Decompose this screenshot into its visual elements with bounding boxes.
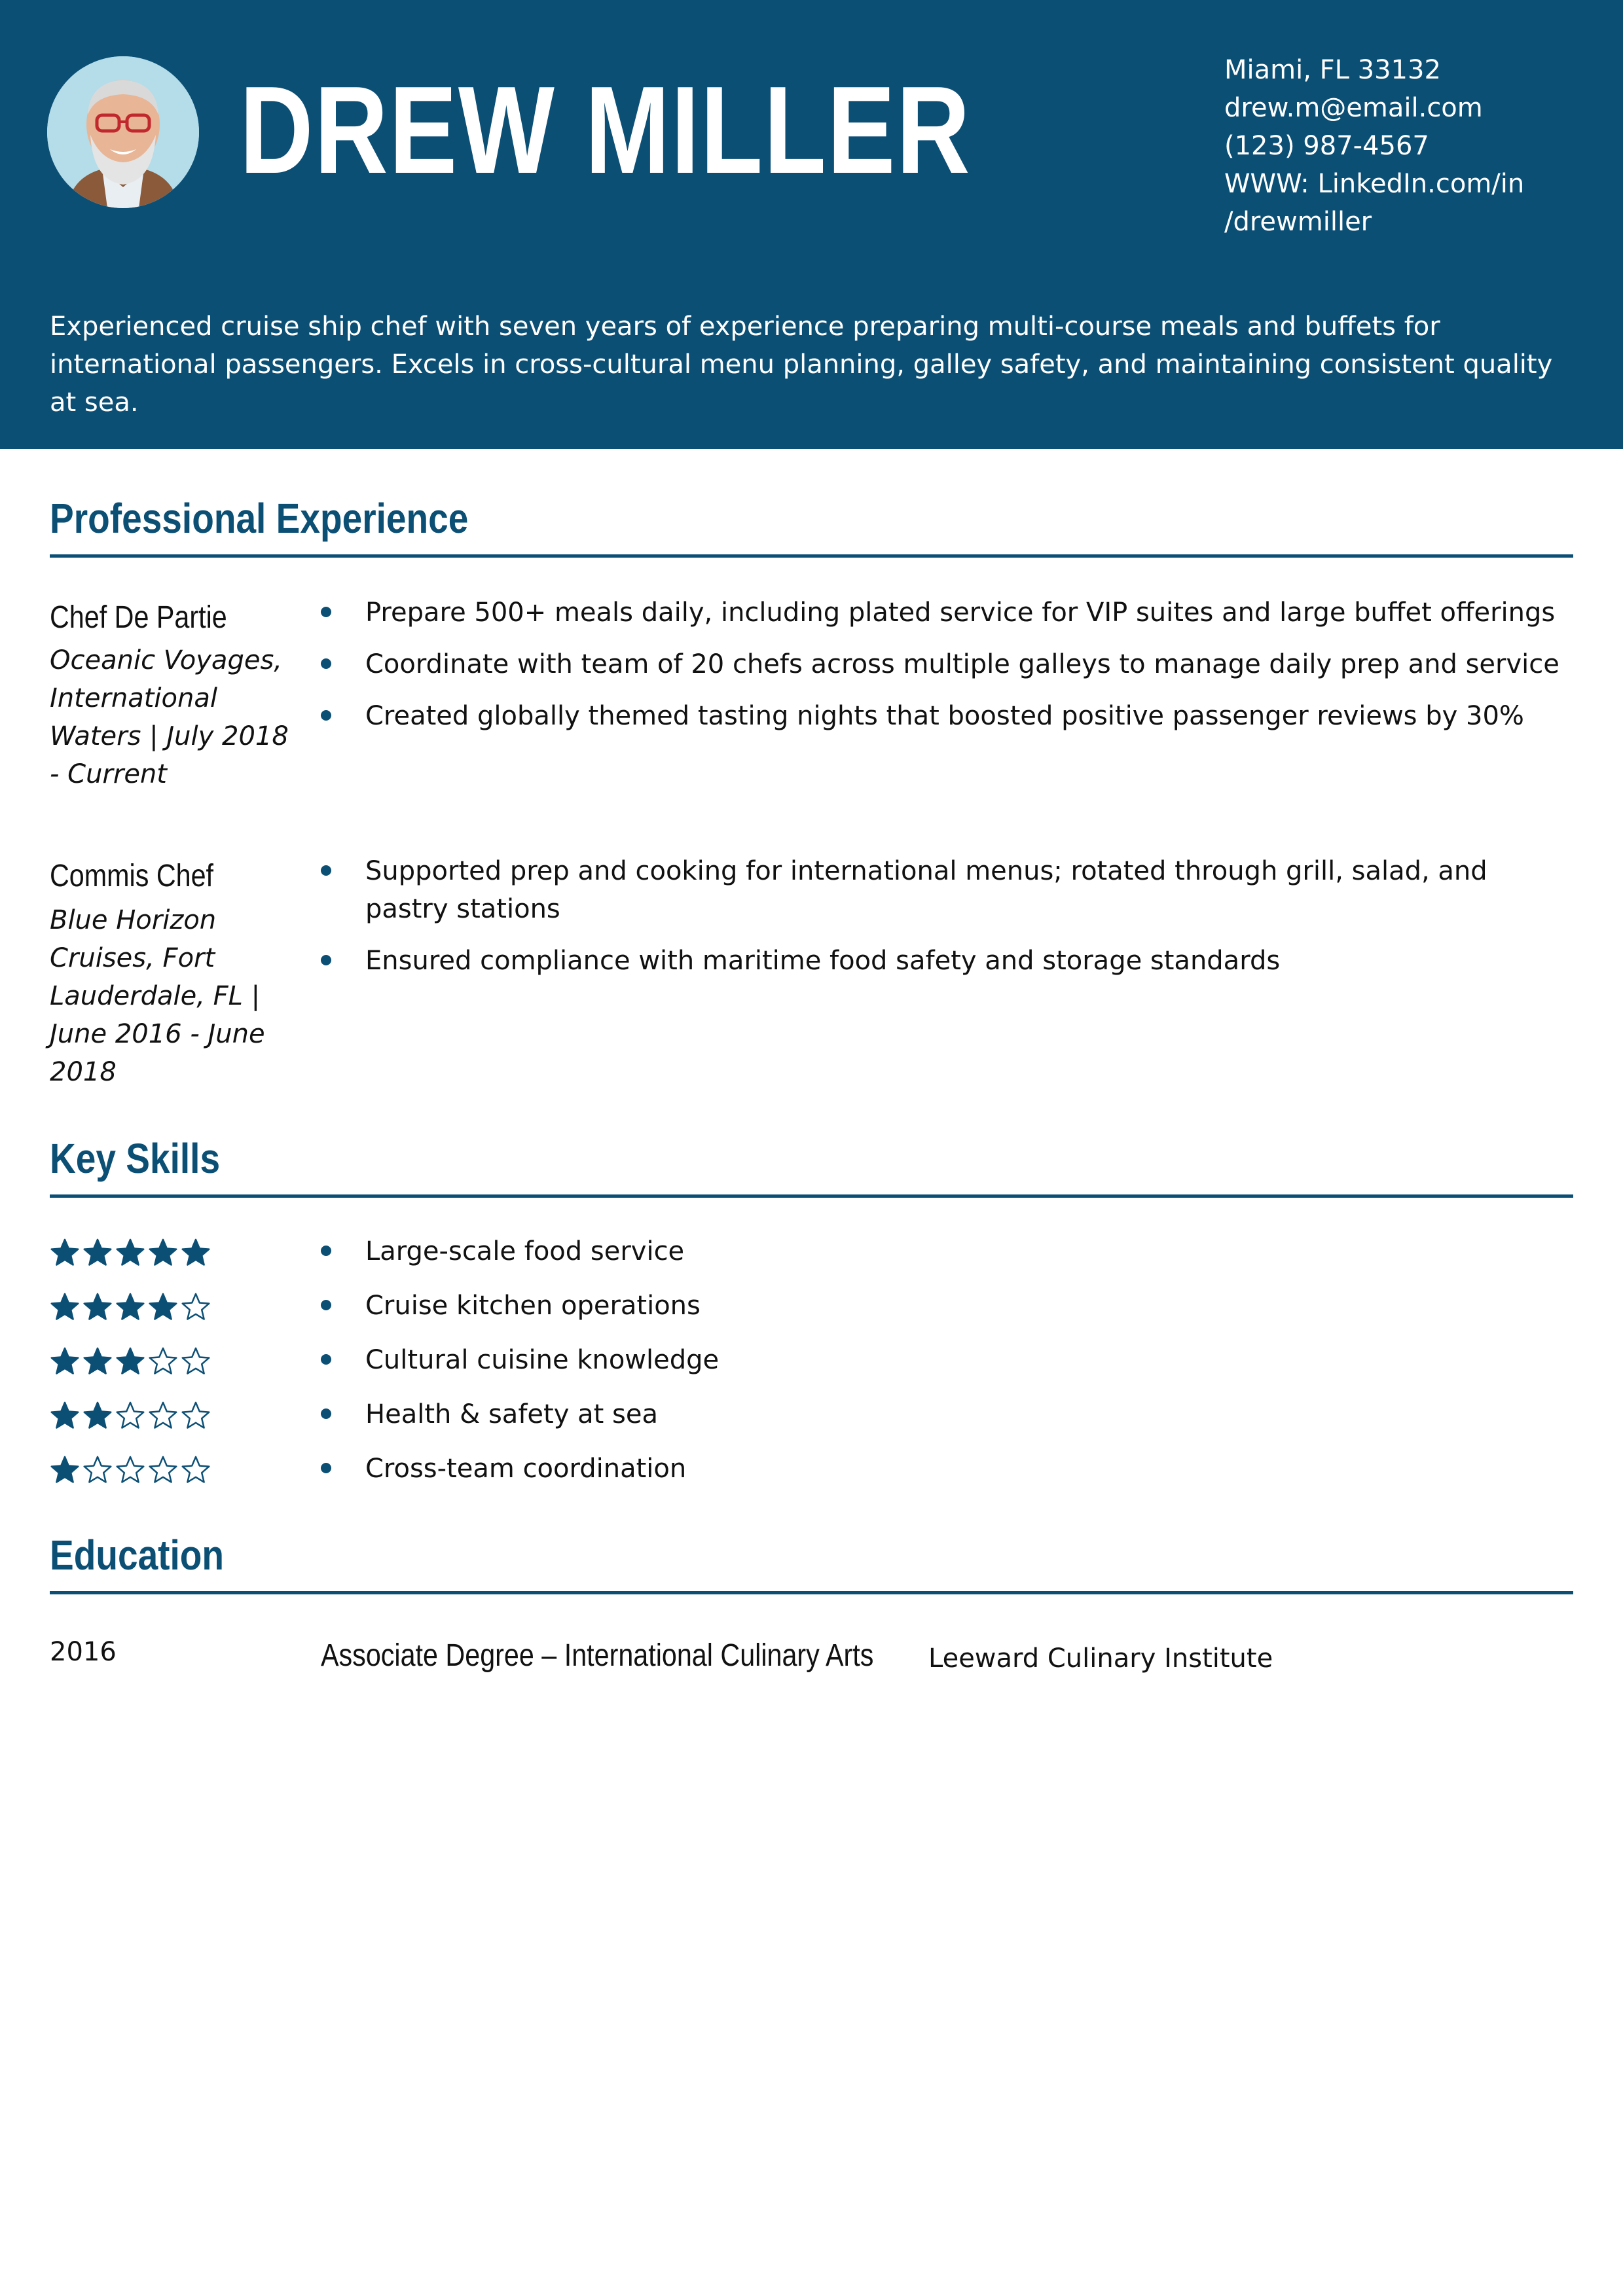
contact-phone[interactable]: (123) 987-4567 xyxy=(1224,131,1429,161)
job-meta: Blue Horizon Cruises, Fort Lauderdale, FL | June 2016 - June 2018 xyxy=(50,905,265,1087)
job-title: Chef De Partie xyxy=(50,600,227,635)
job-bullets xyxy=(321,594,1578,749)
section-divider xyxy=(50,1591,1573,1594)
section-divider xyxy=(50,554,1573,558)
skill-row xyxy=(50,1341,1575,1380)
star-filled-icon xyxy=(50,1401,80,1429)
star-rating xyxy=(50,1346,211,1375)
contact-website[interactable]: WWW: LinkedIn.com/in xyxy=(1224,169,1525,199)
star-filled-icon xyxy=(82,1346,113,1375)
star-filled-icon xyxy=(115,1346,145,1375)
star-filled-icon xyxy=(181,1238,211,1266)
star-rating xyxy=(50,1401,211,1429)
list-item: Supported prep and cooking for international menus; rotated through grill, salad, and pastry stations xyxy=(321,852,1578,928)
skill-name: Large-scale food service xyxy=(321,1232,684,1270)
list-item: Coordinate with team of 20 chefs across multiple galleys to manage daily prep and service xyxy=(321,645,1578,683)
profile-photo xyxy=(47,56,199,208)
star-empty-icon xyxy=(181,1401,211,1429)
star-filled-icon xyxy=(148,1292,178,1321)
section-title-education: Education xyxy=(50,1532,225,1579)
skill-row xyxy=(50,1232,1575,1272)
skill-name: Cross-team coordination xyxy=(321,1450,686,1488)
job-title: Commis Chef xyxy=(50,859,214,893)
section-title-skills: Key Skills xyxy=(50,1135,221,1182)
star-filled-icon xyxy=(115,1292,145,1321)
star-filled-icon xyxy=(115,1238,145,1266)
star-filled-icon xyxy=(82,1292,113,1321)
list-item: Ensured compliance with maritime food safety and storage standards xyxy=(321,942,1578,980)
star-rating xyxy=(50,1455,211,1484)
star-empty-icon xyxy=(115,1401,145,1429)
star-empty-icon xyxy=(82,1455,113,1484)
skill-name: Cultural cuisine knowledge xyxy=(321,1341,719,1379)
star-empty-icon xyxy=(115,1455,145,1484)
list-item: Prepare 500+ meals daily, including plated service for VIP suites and large buffet offerings xyxy=(321,594,1578,632)
education-year: 2016 xyxy=(50,1637,117,1667)
star-empty-icon xyxy=(181,1292,211,1321)
job-bullets xyxy=(321,852,1578,994)
section-title-experience: Professional Experience xyxy=(50,495,469,542)
contact-location: Miami, FL 33132 xyxy=(1224,55,1441,85)
skill-row xyxy=(50,1395,1575,1435)
star-empty-icon xyxy=(181,1455,211,1484)
skill-name: Cruise kitchen operations xyxy=(321,1287,701,1325)
star-filled-icon xyxy=(50,1455,80,1484)
section-divider xyxy=(50,1194,1573,1198)
list-item: Created globally themed tasting nights that boosted positive passenger reviews by 30% xyxy=(321,697,1578,735)
education-degree: Associate Degree – International Culinary Arts xyxy=(321,1638,874,1673)
skill-row xyxy=(50,1287,1575,1326)
contact-block xyxy=(1224,51,1591,241)
header-banner xyxy=(0,0,1623,449)
profile-summary: Experienced cruise ship chef with seven years of experience preparing multi-course meals and buffets for international passengers. Excels in cross-cultural menu planning, galley safety, and maintaining consistent quality at sea. xyxy=(50,312,1553,418)
star-filled-icon xyxy=(50,1238,80,1266)
star-filled-icon xyxy=(50,1292,80,1321)
star-filled-icon xyxy=(82,1401,113,1429)
education-school: Leeward Culinary Institute xyxy=(928,1643,1273,1674)
star-empty-icon xyxy=(148,1401,178,1429)
skill-name: Health & safety at sea xyxy=(321,1395,658,1433)
star-empty-icon xyxy=(148,1455,178,1484)
star-filled-icon xyxy=(148,1238,178,1266)
star-filled-icon xyxy=(50,1346,80,1375)
contact-email[interactable]: drew.m@email.com xyxy=(1224,93,1483,123)
candidate-name: DREW MILLER xyxy=(240,61,972,200)
portrait-illustration xyxy=(47,56,199,208)
skill-row xyxy=(50,1450,1575,1489)
star-empty-icon xyxy=(148,1346,178,1375)
job-meta: Oceanic Voyages, International Waters | July 2018 - Current xyxy=(50,645,289,789)
star-rating xyxy=(50,1292,211,1321)
star-filled-icon xyxy=(82,1238,113,1266)
star-empty-icon xyxy=(181,1346,211,1375)
star-rating xyxy=(50,1238,211,1266)
contact-website-continued[interactable]: /drewmiller xyxy=(1224,207,1372,237)
